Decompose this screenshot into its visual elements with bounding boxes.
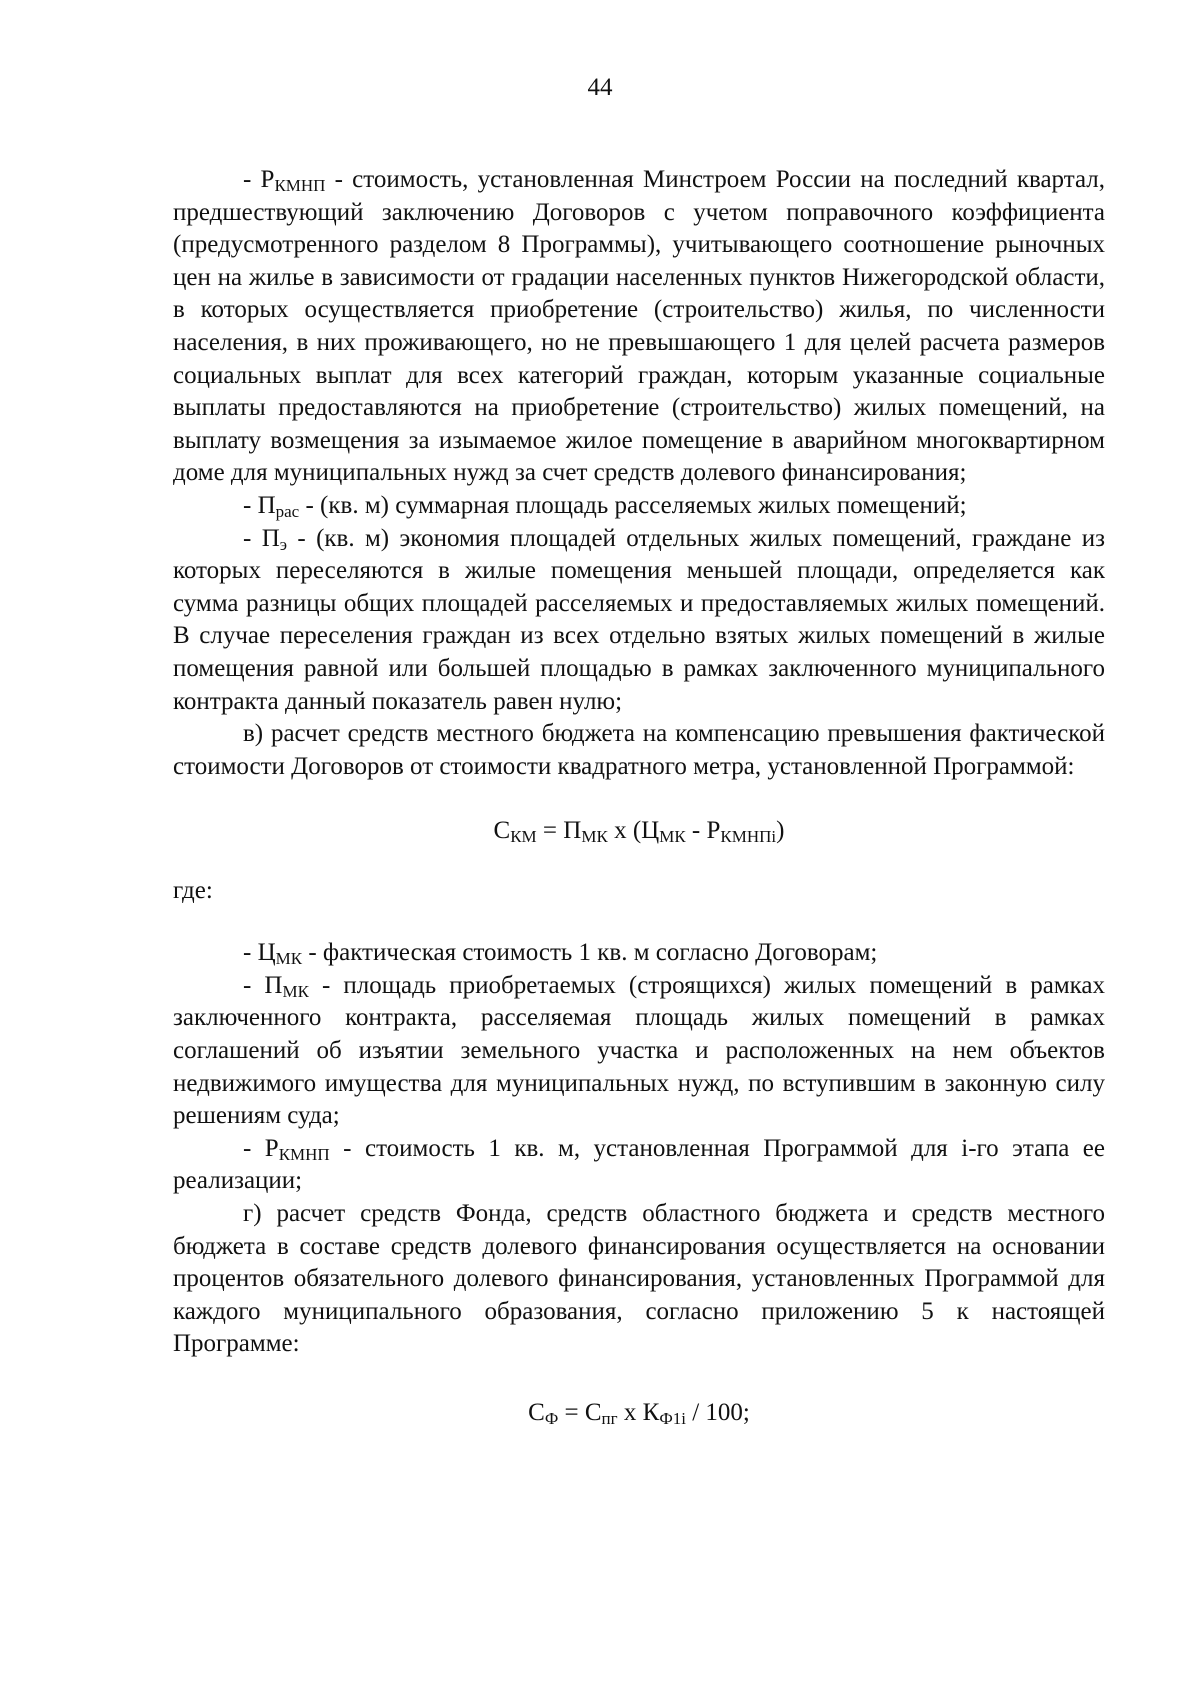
where-label: где:: [173, 877, 213, 905]
definition-cmk: - $Ц_{МК}$ - фактическая стоимость 1 кв. м согласно Договорам;: [243, 939, 878, 969]
definition-prac: - $П_{рас} - (кв$. м) суммарная площадь расселяемых жилых помещений;: [243, 491, 967, 521]
document-body: [173, 164, 1105, 1429]
definition-rkmnp: - $Р_{КМНП}$ - стоимость, установленная Минстроем России на последний квартал, предшествующий заключению Договоров с учетом поправочного коэффициента (предусмотренного разделом 8 Программы), учитывающего соотношение рыночных цен на жилье в зависимости от градации населенных пунктов Нижегородской области, в которых осуществляется приобретение (строительство) жилья, по численности населения, в них проживающего, но не превышающего 1 для целей расчета размеров социальных выплат для всех категорий граждан, которым указанные социальные выплаты предоставляются на приобретение (строительство) жилых помещений, на выплату возмещения за изымаемое жилое помещение в аварийном многоквартирном доме для муниципальных нужд за счет средств долевого финансирования;: [173, 166, 1105, 487]
formula-cf: $С_Ф = С_{пг}$ х $К_{Ф1i} / 100$;: [528, 1399, 750, 1428]
page-number: 44: [587, 74, 613, 101]
clause-g: г) расчет средств Фонда, средств областного бюджета и средств местного бюджета в составе средств долевого финансирования осуществляется на основании процентов обязательного долевого финансирования, установленных Программой для каждого муниципального образования, согласно приложению 5 к настоящей Программе:: [173, 1200, 1105, 1358]
formula-ckm: $С_{КМ} = П_{МК}$ х $(Ц_{МК} - Р_{КМНПi})$: [493, 817, 785, 847]
definition-pmk: - $П_{МК}$ - площадь приобретаемых (строящихся) жилых помещений в рамках заключенного контракта, расселяемая площадь жилых помещений в рамках соглашений об изъятии земельного участка и расположенных на нем объектов недвижимого имущества для муниципальных нужд, по вступившим в законную силу решениям суда;: [173, 971, 1105, 1130]
definition-rkmnp-stage: - $Р_{КМНП}$ - стоимость 1 кв. м, установленная Программой для i-го этапа ее реализации;: [173, 1134, 1105, 1195]
clause-v: в) расчет средств местного бюджета на компенсацию превышения фактической стоимости Договоров от стоимости квадратного метра, установленной Программой:: [173, 720, 1105, 780]
definition-pe: - $П_э - (кв$. м) экономия площадей отдельных жилых помещений, граждане из которых переселяются в жилые помещения меньшей площади, определяется как сумма разницы общих площадей расселяемых и предоставляемых жилых помещений. В случае переселения граждан из всех отдельно взятых жилых помещений в жилые помещения равной или большей площадью в рамках заключенного муниципального контракта данный показатель равен нулю;: [173, 524, 1105, 715]
